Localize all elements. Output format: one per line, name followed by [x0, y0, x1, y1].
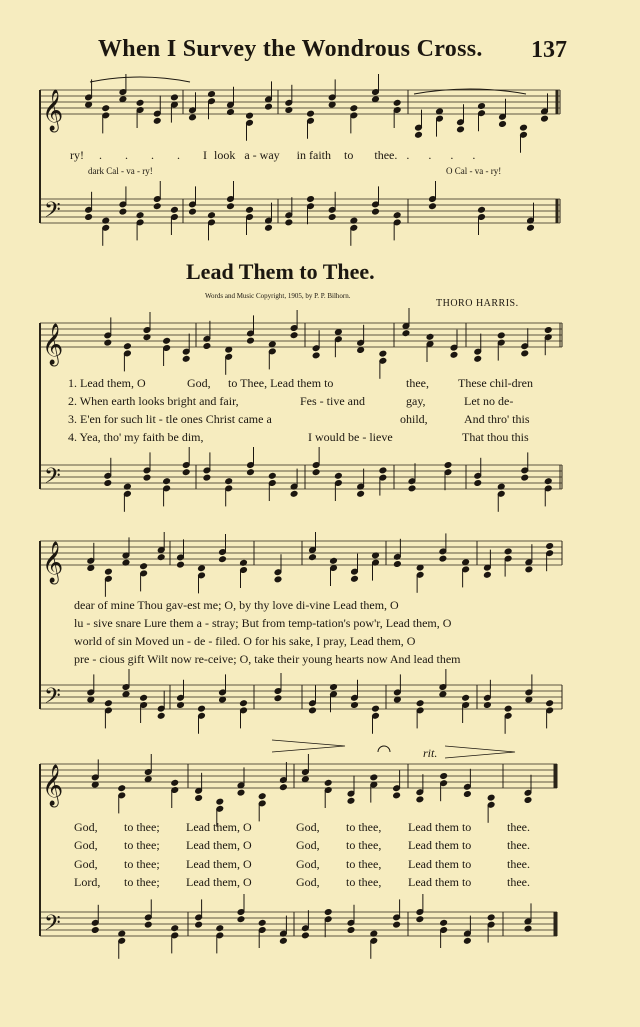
- lyric-segment: Lead them, O: [186, 857, 252, 871]
- lyric-segment: to Thee, Lead them to: [228, 376, 334, 390]
- note-head: [268, 472, 276, 479]
- lyric-word: to: [344, 148, 354, 162]
- note-head: [357, 490, 365, 497]
- lyric-segment: Let no de-: [464, 394, 514, 408]
- note-head: [350, 105, 358, 112]
- note-head: [426, 333, 434, 340]
- note-head: [258, 919, 266, 926]
- note-head: [153, 203, 161, 210]
- note-head: [312, 352, 320, 359]
- note-head: [136, 212, 144, 219]
- note-head: [144, 921, 152, 928]
- note-head: [309, 554, 317, 561]
- note-head: [474, 355, 482, 362]
- note-head: [124, 343, 132, 350]
- note-head: [504, 548, 512, 555]
- clef-glyph: 𝄢: [44, 911, 61, 941]
- note-head: [219, 556, 227, 563]
- lyric-segment: thee,: [406, 376, 429, 390]
- lyric-segment: God,: [74, 820, 98, 834]
- note-head: [225, 478, 233, 485]
- note-head: [140, 694, 148, 701]
- note-head: [290, 332, 298, 339]
- lyric-segment: God,: [187, 376, 211, 390]
- composer-credit: THORO HARRIS.: [436, 298, 519, 309]
- lyric-segment: 4. Yea, tho' my faith be dim,: [68, 430, 204, 444]
- note-head: [524, 925, 532, 932]
- clef-glyph: 𝄢: [44, 684, 61, 714]
- note-head: [429, 203, 437, 210]
- lyric-segment: 2. When earth looks bright and fair,: [68, 394, 239, 408]
- top-lyric-line: [70, 148, 475, 163]
- note-head: [312, 469, 320, 476]
- lyric-word: -: [252, 148, 257, 162]
- note-head: [102, 105, 110, 112]
- note-head: [189, 208, 197, 215]
- note-head: [527, 224, 535, 231]
- lyric-segment: God,: [74, 838, 98, 852]
- note-head: [393, 212, 401, 219]
- note-head: [153, 117, 161, 124]
- note-head: [171, 779, 179, 786]
- lyric-segment: God,: [74, 857, 98, 871]
- note-head: [280, 937, 288, 944]
- note-head: [521, 474, 529, 481]
- note-head: [439, 555, 447, 562]
- note-head: [544, 327, 552, 334]
- note-head: [216, 798, 224, 805]
- note-head: [265, 224, 273, 231]
- hymn-title: Lead Them to Thee.: [186, 259, 375, 284]
- note-head: [105, 700, 113, 707]
- note-head: [171, 94, 179, 101]
- note-head: [198, 565, 206, 572]
- lyric-segment: to thee,: [346, 838, 382, 852]
- note-head: [258, 793, 266, 800]
- note-head: [265, 103, 273, 110]
- clef-glyph: 𝄢: [44, 464, 61, 494]
- note-head: [464, 791, 472, 798]
- lyric-word: .: [450, 148, 454, 162]
- note-head: [379, 350, 387, 357]
- note-head: [328, 214, 336, 221]
- note-head: [440, 773, 448, 780]
- note-head: [203, 343, 211, 350]
- note-head: [487, 794, 495, 801]
- note-head: [274, 695, 282, 702]
- lyric-segment: Lead them, O: [186, 820, 252, 834]
- lyric-segment: to thee;: [124, 875, 160, 889]
- note-head: [237, 789, 245, 796]
- lyric-segment: 3. E'en for such lit - tle ones Christ came a: [68, 412, 272, 426]
- lyric-segment: Fes - tive and: [300, 394, 365, 408]
- note-head: [462, 694, 470, 701]
- lyric-segment: Lead them to: [408, 838, 472, 852]
- note-head: [119, 208, 127, 215]
- note-head: [544, 478, 552, 485]
- lyric-word: .: [99, 148, 102, 162]
- note-head: [499, 121, 507, 128]
- lyric-word: .: [472, 148, 476, 162]
- note-head: [394, 561, 402, 568]
- note-head: [268, 341, 276, 348]
- note-head: [484, 571, 492, 578]
- note-head: [444, 462, 452, 469]
- note-head: [457, 126, 465, 133]
- lyric-word: .: [406, 148, 410, 162]
- note-head: [285, 219, 293, 226]
- lyric-segment: thee.: [507, 875, 530, 889]
- note-head: [487, 914, 495, 921]
- clef-glyph: 𝄞: [42, 542, 64, 583]
- note-head: [104, 339, 112, 346]
- note-head: [171, 206, 179, 213]
- lyric-segment: Lead them, O: [186, 838, 252, 852]
- note-head: [274, 576, 282, 583]
- note-head: [440, 919, 448, 926]
- lyric-segment: thee.: [507, 820, 530, 834]
- clef-glyph: 𝄢: [44, 198, 61, 228]
- clef-glyph: 𝄞: [42, 90, 64, 131]
- note-head: [372, 208, 380, 215]
- note-head: [379, 467, 387, 474]
- lyric-segment: God,: [296, 857, 320, 871]
- note-head: [546, 700, 554, 707]
- note-head: [87, 565, 95, 572]
- note-head: [104, 480, 112, 487]
- note-head: [408, 485, 416, 492]
- note-head: [122, 691, 130, 698]
- note-head: [246, 206, 254, 213]
- note-head: [393, 792, 401, 799]
- note-head: [524, 797, 532, 804]
- lyric-word: a: [244, 148, 250, 162]
- note-head: [347, 927, 355, 934]
- lyric-segment: to thee;: [124, 838, 160, 852]
- lyric-segment: thee.: [507, 838, 530, 852]
- lyric-segment: gay,: [406, 394, 426, 408]
- lyric-segment: to thee,: [346, 820, 382, 834]
- note-head: [497, 332, 505, 339]
- note-head: [195, 921, 203, 928]
- lyric-segment: And thro' this: [464, 412, 530, 426]
- note-head: [324, 909, 332, 916]
- note-head: [118, 785, 126, 792]
- lyric-segment: 1. Lead them, O: [68, 376, 146, 390]
- note-head: [157, 712, 165, 719]
- lyric-segment: Lead them to: [408, 875, 472, 889]
- note-head: [416, 916, 424, 923]
- note-head: [416, 796, 424, 803]
- lyric-segment: God,: [296, 820, 320, 834]
- note-head: [144, 776, 152, 783]
- lyric-segment: Lead them to: [408, 820, 472, 834]
- lyric-segment: God,: [296, 875, 320, 889]
- header-title: When I Survey the Wondrous Cross.: [98, 36, 483, 62]
- top-small-lyric-left: dark Cal - va - ry!: [88, 166, 153, 176]
- slur-tie: [90, 77, 190, 82]
- note-head: [85, 214, 93, 221]
- note-head: [415, 131, 423, 138]
- lyric-segment: thee.: [507, 857, 530, 871]
- note-head: [462, 559, 470, 566]
- note-head: [450, 351, 458, 358]
- lyric-segment: to thee,: [346, 857, 382, 871]
- note-head: [290, 490, 298, 497]
- note-head: [246, 112, 254, 119]
- note-head: [143, 474, 151, 481]
- note-head: [504, 705, 512, 712]
- note-head: [324, 779, 332, 786]
- decrescendo-hairpin: [445, 746, 515, 758]
- note-head: [189, 114, 197, 121]
- clef-glyph: 𝄞: [42, 765, 64, 806]
- note-head: [195, 795, 203, 802]
- lyric-segment: That thou this: [462, 430, 529, 444]
- note-head: [393, 921, 401, 928]
- lyric-segment: to thee,: [346, 875, 382, 889]
- note-head: [302, 776, 310, 783]
- note-head: [351, 575, 359, 582]
- note-head: [227, 203, 235, 210]
- note-head: [216, 925, 224, 932]
- copyright-notice: Words and Music Copyright, 1905, by P. P. Bilhorn.: [205, 292, 351, 300]
- crescendo-hairpin: [272, 740, 345, 752]
- clef-glyph: 𝄞: [42, 324, 64, 365]
- note-head: [182, 355, 190, 362]
- note-head: [478, 206, 486, 213]
- lyric-segment: ohild,: [400, 412, 428, 426]
- fermata-icon: [378, 746, 390, 752]
- note-head: [335, 329, 343, 336]
- top-small-lyric-right: O Cal - va - ry!: [446, 166, 502, 176]
- lyric-word: .: [151, 148, 154, 162]
- note-head: [474, 480, 482, 487]
- verse-line: lu - sive snare Lure them a - stray; But from temp-tation's pow'r, Lead them, O: [74, 616, 452, 630]
- lyric-segment: to thee;: [124, 857, 160, 871]
- lyric-segment: God,: [296, 838, 320, 852]
- note-head: [372, 96, 380, 103]
- note-head: [307, 196, 315, 203]
- note-head: [171, 925, 179, 932]
- lyric-word: faith: [309, 148, 332, 162]
- note-head: [307, 110, 315, 117]
- lyric-segment: Lord,: [74, 875, 101, 889]
- note-head: [439, 691, 447, 698]
- lyric-segment: I would be - lieve: [308, 430, 393, 444]
- note-head: [91, 927, 99, 934]
- note-head: [416, 700, 424, 707]
- note-head: [347, 797, 355, 804]
- note-head: [163, 478, 171, 485]
- lyric-word: in: [296, 148, 307, 162]
- note-head: [402, 330, 410, 337]
- note-head: [525, 566, 533, 573]
- note-head: [198, 705, 206, 712]
- verse-line: world of sin Moved un - de - filed. O for his sake, I pray, Lead them, O: [74, 634, 416, 648]
- note-head: [521, 350, 529, 357]
- note-head: [372, 705, 380, 712]
- note-head: [203, 474, 211, 481]
- note-head: [177, 561, 185, 568]
- note-head: [140, 563, 148, 570]
- ritardando-marking: rit.: [423, 746, 438, 760]
- note-head: [208, 212, 216, 219]
- note-head: [370, 774, 378, 781]
- lyric-word: I: [203, 148, 207, 162]
- note-head: [105, 568, 113, 575]
- lyric-word: look: [214, 148, 236, 162]
- note-head: [157, 554, 165, 561]
- lyric-segment: Lead them to: [408, 857, 472, 871]
- verse-line: pre - cious gift Wilt now re-ceive; O, take their young hearts now And lead them: [74, 652, 461, 666]
- lyric-word: .: [125, 148, 128, 162]
- note-head: [247, 337, 255, 344]
- lyric-segment: These chil-dren: [458, 376, 533, 390]
- lyric-word: way: [259, 148, 280, 162]
- verse-line: dear of mine Thou gav-est me; O, by thy love di-vine Lead them, O: [74, 598, 399, 612]
- lyric-segment: to thee;: [124, 820, 160, 834]
- note-head: [330, 557, 338, 564]
- note-head: [119, 96, 127, 103]
- lyric-word: .: [428, 148, 432, 162]
- note-head: [182, 469, 190, 476]
- note-head: [247, 469, 255, 476]
- note-head: [393, 99, 401, 106]
- note-head: [464, 937, 472, 944]
- note-head: [357, 347, 365, 354]
- page-number: 137: [531, 37, 567, 63]
- lyric-segment: Lead them, O: [186, 875, 252, 889]
- note-head: [136, 99, 144, 106]
- note-head: [335, 472, 343, 479]
- note-head: [546, 543, 554, 550]
- note-head: [280, 784, 288, 791]
- note-head: [309, 707, 317, 714]
- note-head: [163, 337, 171, 344]
- note-head: [520, 124, 528, 131]
- note-head: [302, 932, 310, 939]
- note-head: [240, 700, 248, 707]
- lyric-word: thee.: [374, 148, 398, 162]
- note-head: [541, 115, 549, 122]
- lyric-word: ry!: [70, 148, 84, 162]
- lyric-word: .: [177, 148, 180, 162]
- note-head: [237, 916, 245, 923]
